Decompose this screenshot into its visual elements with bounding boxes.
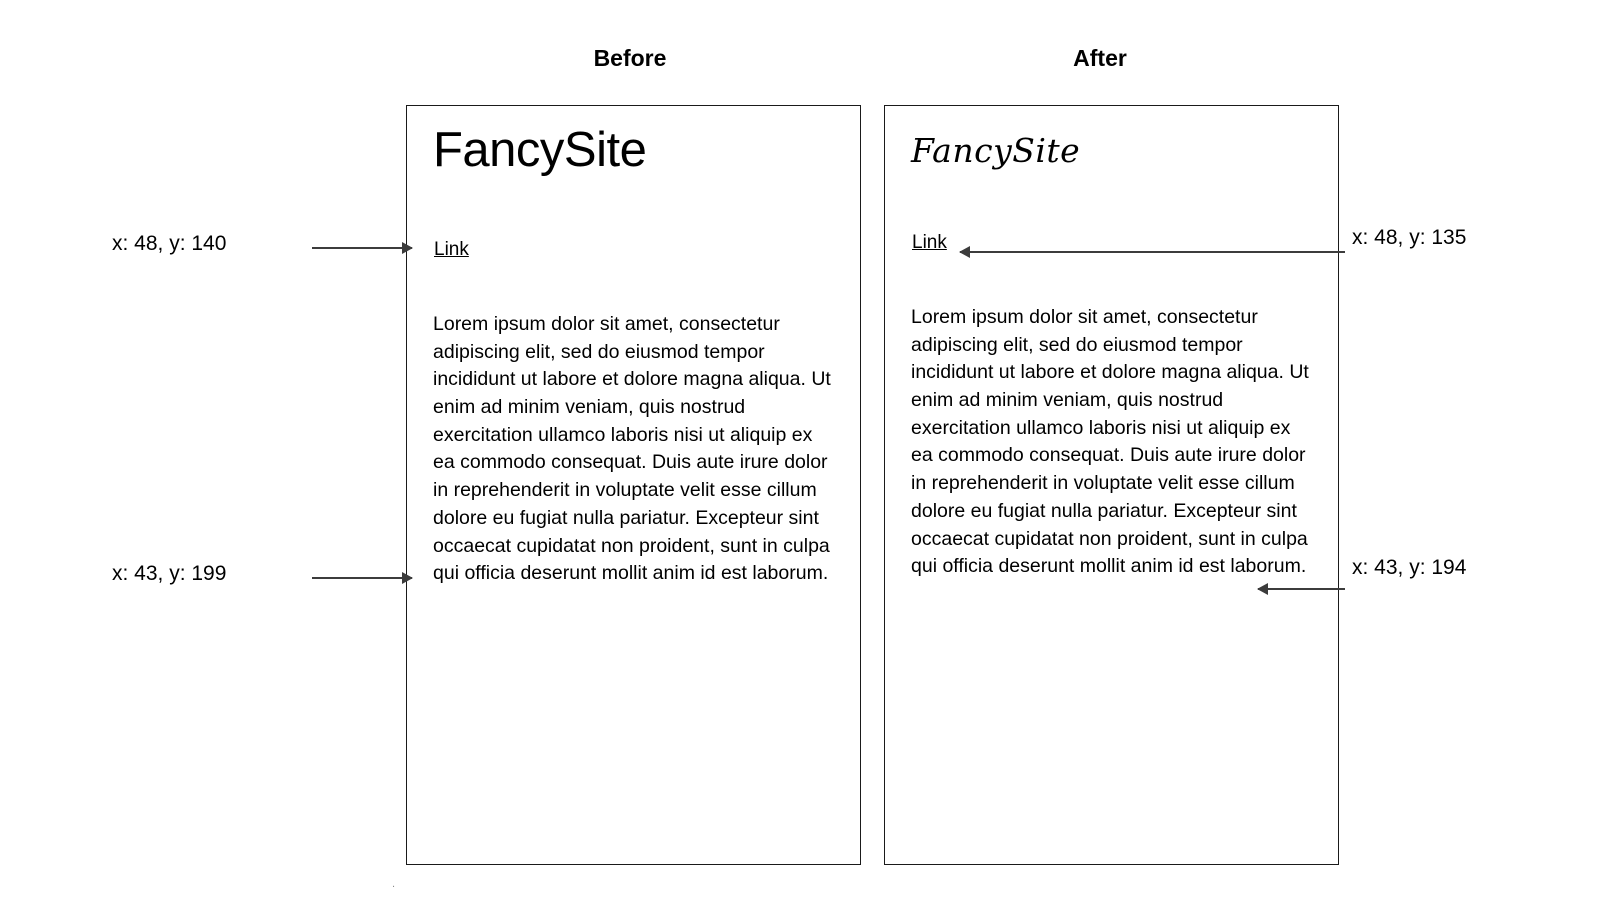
coordinate-label-after-body: x: 43, y: 194 — [1352, 556, 1467, 579]
page-mockup-before — [406, 105, 861, 865]
coordinate-label-after-link: x: 48, y: 135 — [1352, 226, 1467, 249]
nav-link-before[interactable]: Link — [434, 239, 469, 260]
panel-title-after: After — [1073, 45, 1127, 71]
coordinate-label-before-body: x: 43, y: 199 — [112, 562, 227, 585]
panel-title-before: Before — [593, 45, 667, 71]
nav-link-after[interactable]: Link — [912, 232, 947, 253]
arrow-before-link-icon — [312, 242, 412, 254]
site-title-before: FancySite — [433, 123, 647, 177]
arrow-before-body-icon — [312, 572, 412, 584]
arrow-after-body-icon — [1258, 583, 1345, 595]
page-mockup-after — [884, 105, 1339, 865]
site-title-after: FancySite — [911, 131, 1081, 170]
body-text-before: Lorem ipsum dolor sit amet, consectetur adipiscing elit, sed do eiusmod tempor incididunt ut labore et dolore magna aliqua. Ut enim ad minim veniam, quis nostrud exercitation ullamco laboris nisi ut aliquip ex ea commodo consequat. Duis aute irure dolor in reprehenderit in voluptate velit esse cillum dolore eu fugiat nulla pariatur. Excepteur sint occaecat cupidatat non proident, sunt in culpa qui officia deserunt mollit anim id est laborum. — [433, 313, 831, 585]
arrow-after-link-icon — [960, 246, 1345, 258]
tiny-mark: . — [392, 878, 396, 890]
body-text-after: Lorem ipsum dolor sit amet, consectetur adipiscing elit, sed do eiusmod tempor incididunt ut labore et dolore magna aliqua. Ut enim ad minim veniam, quis nostrud exercitation ullamco laboris nisi ut aliquip ex ea commodo consequat. Duis aute irure dolor in reprehenderit in voluptate velit esse cillum dolore eu fugiat nulla pariatur. Excepteur sint occaecat cupidatat non proident, sunt in culpa qui officia deserunt mollit anim id est laborum. — [911, 306, 1309, 578]
coordinate-label-before-link: x: 48, y: 140 — [112, 232, 227, 255]
